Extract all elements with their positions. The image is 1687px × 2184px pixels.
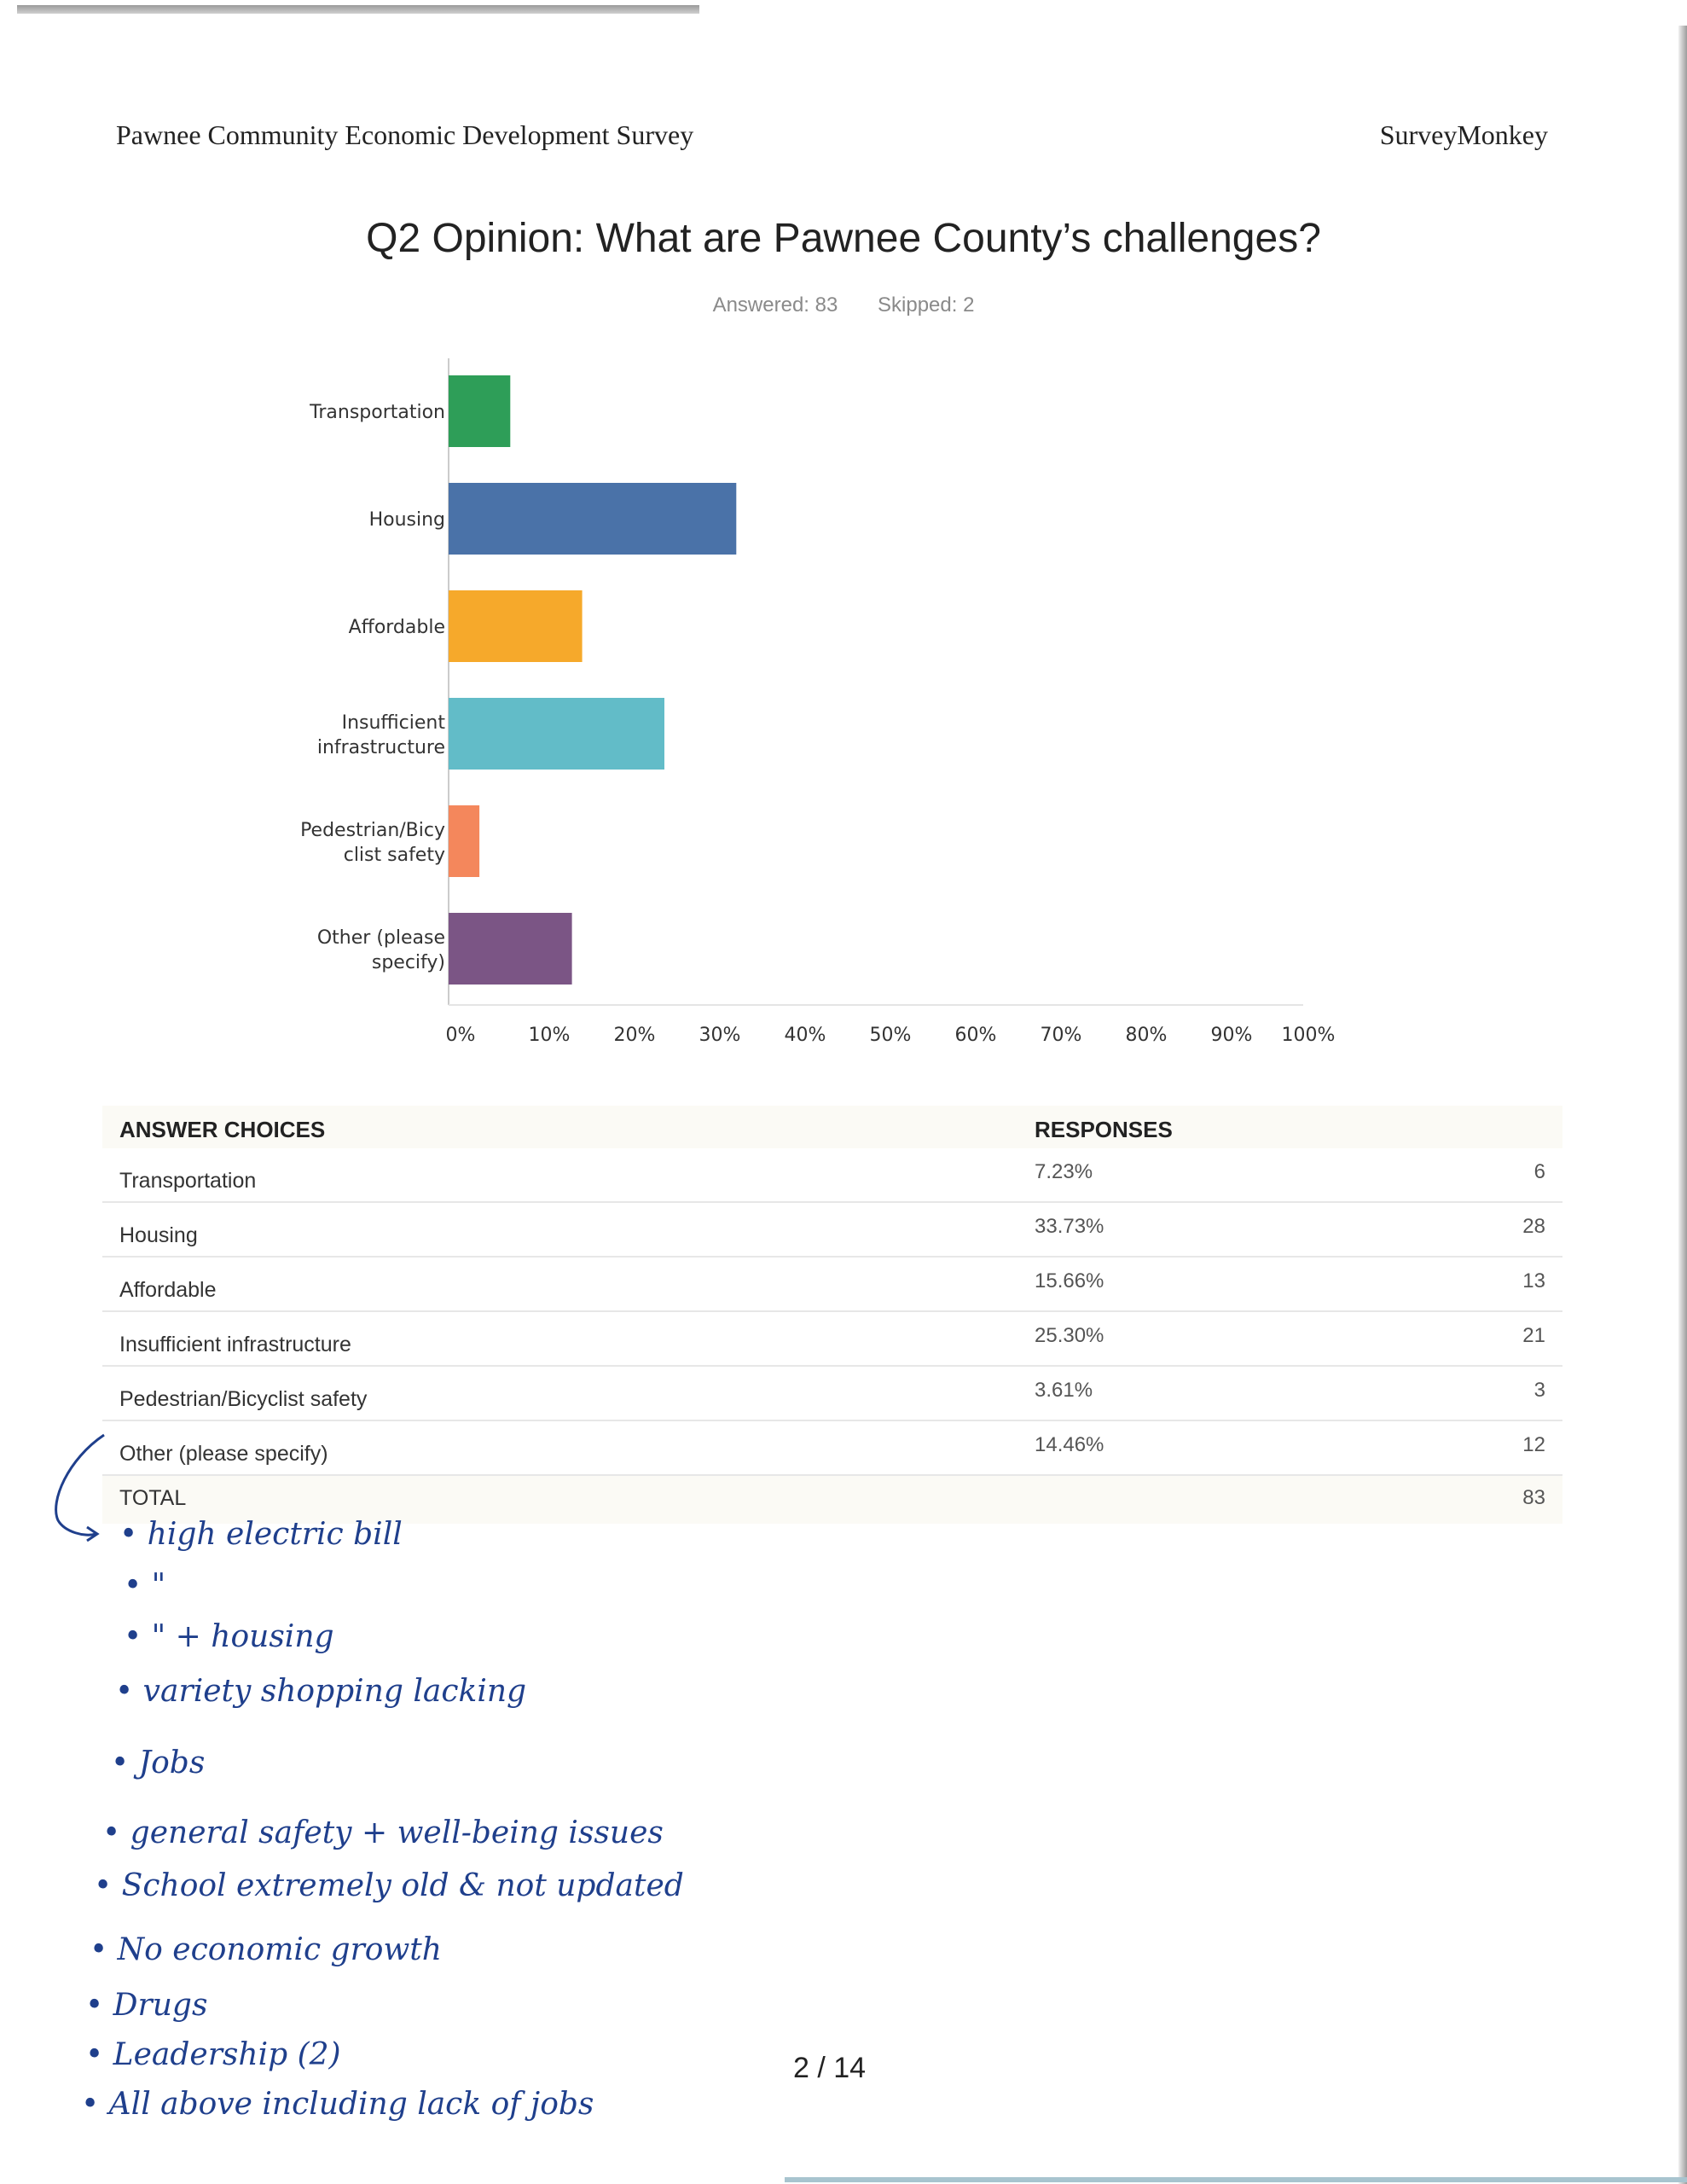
category-label: Housing bbox=[368, 509, 445, 531]
row-count: 13 bbox=[1522, 1269, 1545, 1292]
row-count: 6 bbox=[1533, 1160, 1545, 1183]
category-label: Affordable bbox=[348, 617, 445, 638]
table-row bbox=[102, 1258, 1562, 1312]
row-choice: Affordable bbox=[119, 1278, 217, 1302]
answer-table bbox=[102, 1106, 1562, 1524]
x-tick-label: 80% bbox=[1125, 1025, 1168, 1046]
row-percent: 25.30% bbox=[1035, 1324, 1104, 1347]
handwritten-note: • No economic growth bbox=[90, 1932, 442, 1967]
category-label: infrastructure bbox=[316, 737, 445, 758]
table-header bbox=[102, 1106, 1562, 1148]
bar bbox=[449, 698, 664, 770]
row-percent: 3.61% bbox=[1035, 1379, 1093, 1402]
handwritten-note: • School extremely old & not updated bbox=[94, 1868, 684, 1903]
col-answer-choices: ANSWER CHOICES bbox=[119, 1117, 326, 1142]
question-title: Q2 Opinion: What are Pawnee County’s challenges? bbox=[366, 216, 1321, 261]
category-label: Insufficient bbox=[341, 712, 445, 734]
handwritten-note: • All above including lack of jobs bbox=[81, 2087, 594, 2122]
table-row bbox=[102, 1312, 1562, 1367]
x-tick-label: 50% bbox=[869, 1025, 912, 1046]
x-tick-label: 100% bbox=[1281, 1025, 1336, 1046]
row-choice: Transportation bbox=[119, 1169, 257, 1193]
bar bbox=[449, 805, 479, 877]
bar bbox=[449, 913, 572, 985]
row-count: 12 bbox=[1522, 1433, 1545, 1456]
handwritten-note: • general safety + well-being issues bbox=[102, 1815, 664, 1850]
table-row bbox=[102, 1421, 1562, 1476]
row-percent: 14.46% bbox=[1035, 1433, 1104, 1456]
bar bbox=[449, 483, 736, 555]
x-tick-label: 60% bbox=[954, 1025, 997, 1046]
row-count: 21 bbox=[1522, 1324, 1545, 1347]
category-label: Transportation bbox=[310, 402, 445, 423]
x-tick-label: 70% bbox=[1040, 1025, 1082, 1046]
row-choice: Housing bbox=[119, 1223, 198, 1247]
brand-name: SurveyMonkey bbox=[1379, 119, 1548, 150]
handwritten-note: • Leadership (2) bbox=[85, 2037, 341, 2072]
x-tick-label: 40% bbox=[784, 1025, 826, 1046]
row-choice: Insufficient infrastructure bbox=[119, 1333, 351, 1356]
table-row bbox=[102, 1367, 1562, 1421]
handwritten-note: • " + housing bbox=[124, 1619, 334, 1654]
total-label: TOTAL bbox=[119, 1486, 187, 1510]
row-percent: 15.66% bbox=[1035, 1269, 1104, 1292]
category-label: Pedestrian/Bicy bbox=[300, 820, 445, 841]
bar bbox=[449, 590, 583, 662]
x-tick-label: 20% bbox=[613, 1025, 656, 1046]
scan-edge-bottom bbox=[785, 2177, 1687, 2182]
handwritten-note: • high electric bill bbox=[119, 1517, 403, 1552]
bar bbox=[449, 375, 510, 447]
row-choice: Other (please specify) bbox=[119, 1442, 328, 1466]
x-tick-label: 0% bbox=[445, 1025, 476, 1046]
page-number: 2 / 14 bbox=[793, 2052, 867, 2084]
row-choice: Pedestrian/Bicyclist safety bbox=[119, 1387, 368, 1411]
row-percent: 33.73% bbox=[1035, 1215, 1104, 1238]
category-label: specify) bbox=[371, 952, 445, 973]
category-label: clist safety bbox=[343, 845, 445, 866]
handwritten-note: • " bbox=[124, 1568, 166, 1603]
survey-title: Pawnee Community Economic Development Survey bbox=[116, 119, 694, 150]
total-count: 83 bbox=[1522, 1486, 1545, 1509]
row-percent: 7.23% bbox=[1035, 1160, 1093, 1183]
handwritten-note: • Drugs bbox=[85, 1988, 208, 2023]
x-tick-label: 30% bbox=[699, 1025, 741, 1046]
row-count: 3 bbox=[1533, 1379, 1545, 1402]
handwritten-note: • variety shopping lacking bbox=[115, 1674, 527, 1709]
row-count: 28 bbox=[1522, 1215, 1545, 1238]
answered-count: Answered: 83 bbox=[712, 293, 838, 317]
category-label: Other (please bbox=[316, 927, 445, 949]
table-row bbox=[102, 1148, 1562, 1203]
bar-chart bbox=[0, 0, 1687, 1075]
x-tick-label: 90% bbox=[1210, 1025, 1253, 1046]
table-row bbox=[102, 1203, 1562, 1258]
skipped-count: Skipped: 2 bbox=[878, 293, 975, 317]
x-tick-label: 10% bbox=[528, 1025, 571, 1046]
handwritten-note: • Jobs bbox=[111, 1745, 206, 1780]
col-responses: RESPONSES bbox=[1035, 1117, 1173, 1142]
handwritten-arrow bbox=[43, 1425, 128, 1553]
